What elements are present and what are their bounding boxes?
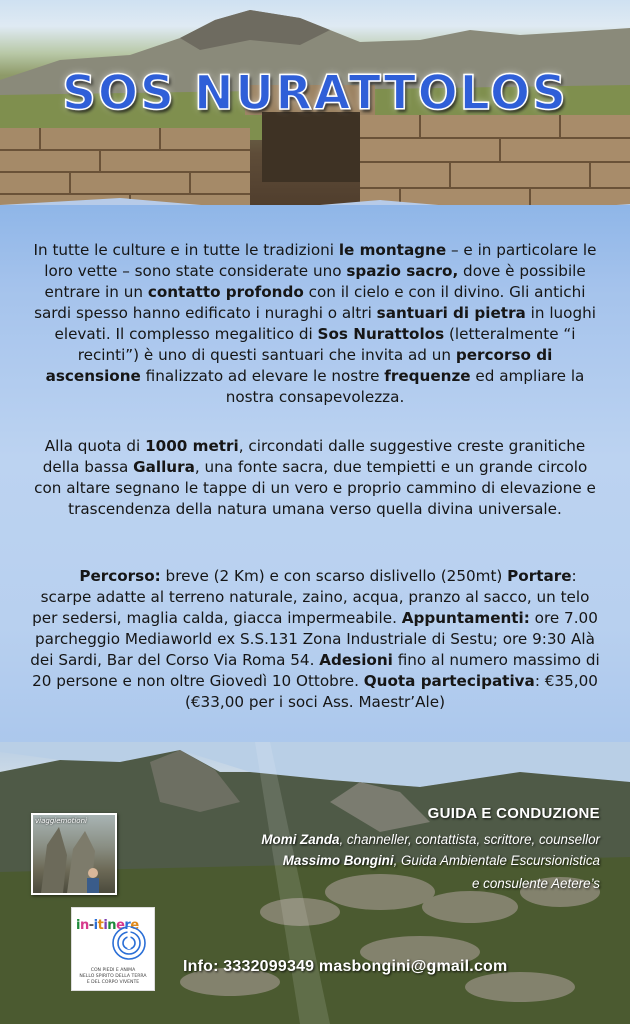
- page-title: SOS NURATTOLOS: [62, 66, 568, 121]
- logo-letter: i: [103, 918, 108, 933]
- logo-letter: n: [79, 918, 89, 933]
- logo-letter: t: [97, 918, 104, 933]
- logo-letter: -: [88, 918, 94, 933]
- guide-person-2-role: e consulente Aetere’s: [471, 876, 600, 891]
- in-itinere-logo: [71, 907, 155, 991]
- guide-heading: GUIDA E CONDUZIONE: [427, 805, 600, 822]
- header-photo: [0, 0, 630, 220]
- logo-letter: e: [130, 918, 139, 933]
- person-photo-image: [33, 815, 115, 893]
- logo-letter: r: [124, 918, 131, 933]
- logo-letter: i: [93, 918, 98, 933]
- logo-letter: e: [116, 918, 125, 933]
- logo-letter: n: [107, 918, 117, 933]
- guide-person-1: Momi Zanda, channeller, contattista, scrittore, counsellor: [261, 832, 600, 847]
- logo-tagline-3: E DEL CORPO VIVENTE: [86, 980, 140, 985]
- contact-info: Info: 3332099349 masbongini@gmail.com: [183, 958, 508, 975]
- details-paragraph: Percorso: breve (2 Km) e con scarso dislivello (250mt) Portare: scarpe adatte al terreno naturale, zaino, acqua, pranzo al sacco, un telo per sedersi, maglia calda, giacca impermeabile. Appuntamenti: ore 7.00 parcheggio Mediaworld ex S.S.131 Zona Industriale di Sestu; ore 9:30 Alà dei Sardi, Bar del Corso Via Roma 54. Adesioni fino al numero massimo di 20 persone e non oltre Giovedì 10 Ottobre. Quota partecipativa: €35,00 (€33,00 per i soci Ass. Maestr’Ale): [30, 567, 600, 711]
- place-paragraph: Alla quota di 1000 metri, circondati dalle suggestive creste granitiche della bassa Gallura, una fonte sacra, due tempietti e un grande circolo con altare segnano le tappe di un vero e proprio cammino di elevazione e trascendenza della natura umana verso quella divina universale.: [34, 437, 596, 518]
- guide-photo: viaggiemotioni: [31, 813, 117, 895]
- guide-person-2: Massimo Bongini, Guida Ambientale Escursionistica: [282, 853, 600, 868]
- logo-tagline-1: CON PIEDI E ANIMA: [90, 968, 136, 973]
- logo-letter: i: [76, 918, 80, 933]
- intro-paragraph: In tutte le culture e in tutte le tradizioni le montagne – e in particolare le loro vette – sono state considerate uno spazio sacro, dove è possibile entrare in un contatto profondo con il cielo e con il divino. Gli antichi sardi spesso hanno edificato i nuraghi o altri santuari di pietra in luoghi elevati. Il complesso megalitico di Sos Nurattolos (letteralmente “i recinti”) è uno di questi santuari che invita ad un percorso di ascensione finalizzato ad elevare le nostre frequenze ed ampliare la nostra consapevolezza.: [33, 241, 597, 406]
- logo-tagline-2: NELLO SPIRITO DELLA TERRA: [79, 974, 147, 979]
